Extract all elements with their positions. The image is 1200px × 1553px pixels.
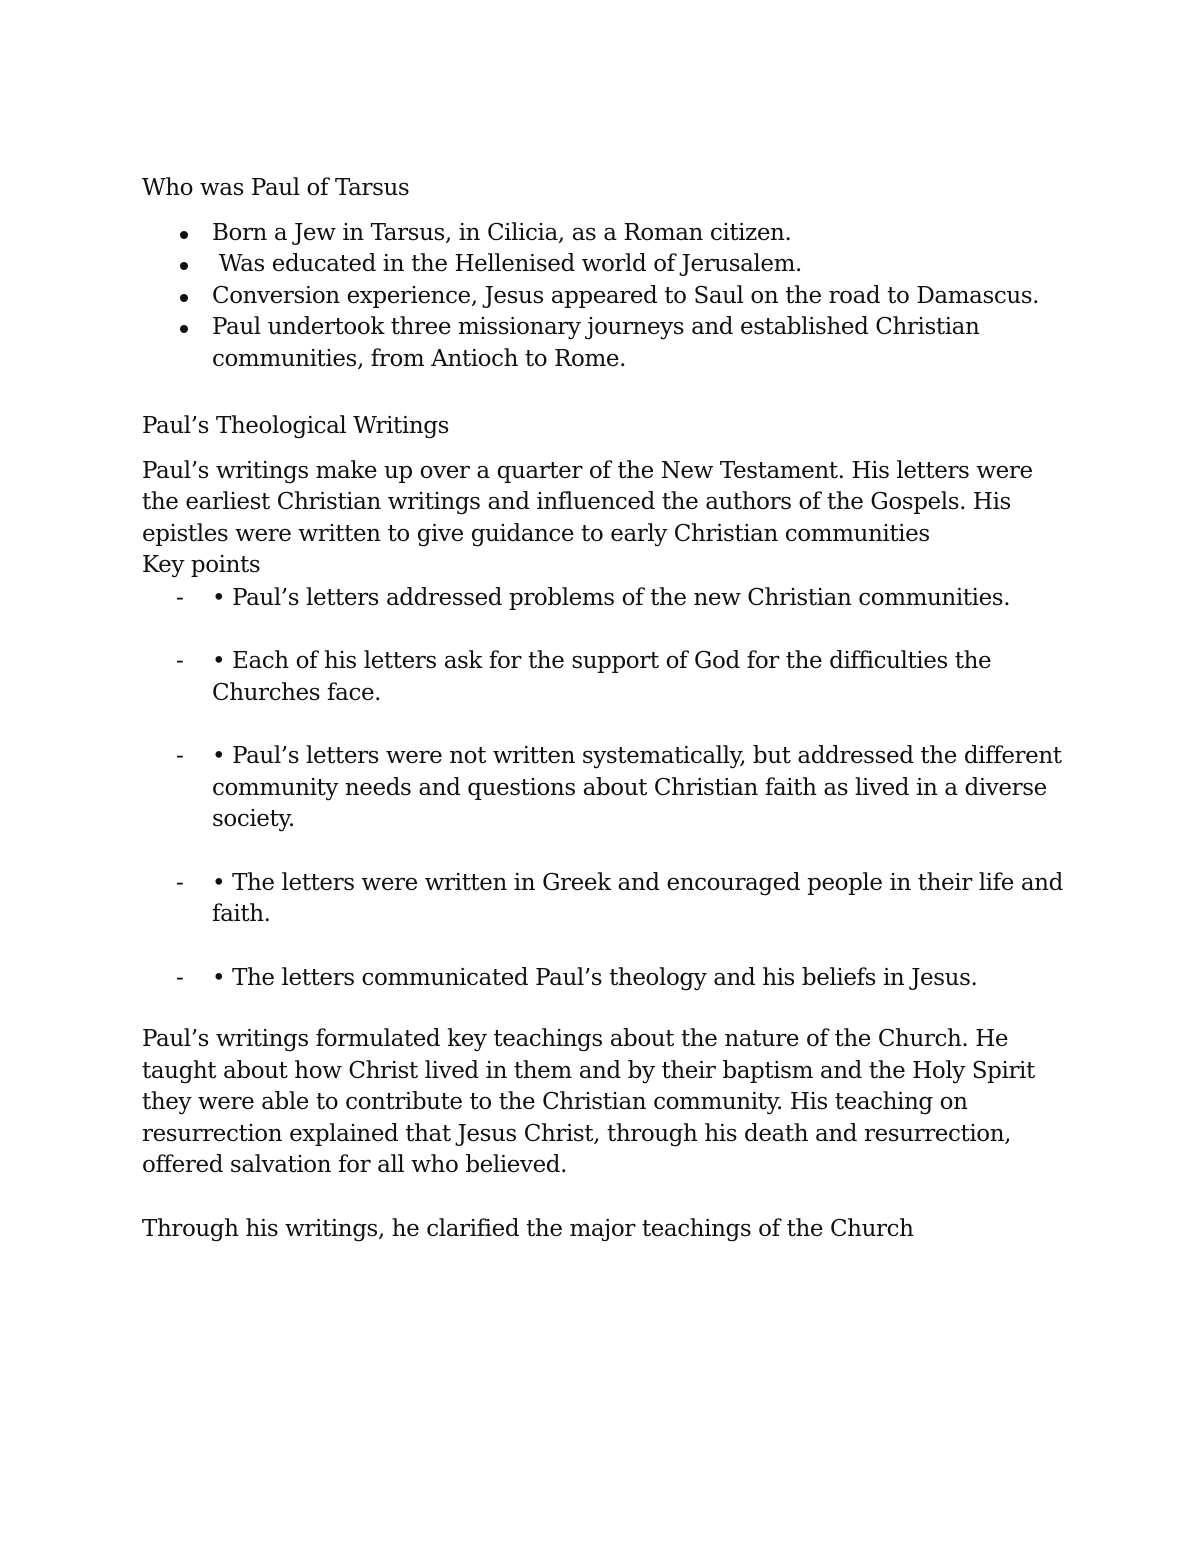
list-item [142, 218, 1072, 250]
spacer [142, 375, 1072, 411]
list-item-text: • Paul’s letters were not written systematically, but addressed the different community needs and questions about Christian faith as lived in a diverse society. [212, 743, 1062, 832]
document-page [142, 173, 1072, 1245]
spacer [142, 994, 1072, 1024]
list-item-text: • The letters were written in Greek and encouraged people in their life and faith. [212, 869, 1063, 927]
list-item [142, 646, 1072, 709]
biography-bullet-list [142, 218, 1072, 376]
teachings-paragraph: Paul’s writings formulated key teachings about the nature of the Church. He taught about how Christ lived in them and by their baptism and the Holy Spirit they were able to contribute to the Christian community. His teaching on resurrection explained that Jesus Christ, through his death and resurrection, offered salvation for all who believed. [142, 1026, 1035, 1178]
list-item [142, 312, 1072, 375]
bullet-dot-icon [180, 325, 188, 333]
closing-paragraph: Through his writings, he clarified the major teachings of the Church [142, 1215, 914, 1242]
dash-marker: - [176, 648, 184, 674]
list-item-text: • Paul’s letters addressed problems of the new Christian communities. [212, 584, 1011, 611]
key-points-label: Key points [142, 552, 261, 578]
list-item [142, 249, 1072, 281]
bullet-dot-icon [180, 262, 188, 270]
section-heading-who-was-paul: Who was Paul of Tarsus [142, 175, 410, 201]
list-item-text: Was educated in the Hellenised world of Jerusalem. [212, 251, 802, 277]
spacer [142, 1182, 1072, 1214]
list-item [142, 583, 1072, 615]
bullet-dot-icon [180, 294, 188, 302]
dash-marker: - [176, 964, 184, 991]
list-item-text: Conversion experience, Jesus appeared to Saul on the road to Damascus. [212, 282, 1040, 309]
section-heading-theological-writings: Paul’s Theological Writings [142, 413, 449, 439]
list-item-text: Paul undertook three missionary journeys and established Christian communities, from Antioch to Rome. [212, 314, 980, 372]
list-item [142, 281, 1072, 313]
intro-paragraph: Paul’s writings make up over a quarter of the New Testament. His letters were the earliest Christian writings and influenced the authors of the Gospels. His epistles were written to give guidance to early Christian communities [142, 457, 1033, 547]
bullet-dot-icon [180, 231, 188, 239]
list-item-text: Born a Jew in Tarsus, in Cilicia, as a Roman citizen. [212, 219, 792, 246]
list-item [142, 963, 1072, 995]
dash-marker: - [176, 584, 184, 611]
list-item [142, 868, 1072, 931]
dash-marker: - [176, 869, 184, 896]
list-item [142, 741, 1072, 836]
key-points-list [142, 583, 1072, 995]
list-item-text: • Each of his letters ask for the support of God for the difficulties the Churches face. [212, 648, 992, 706]
dash-marker: - [176, 743, 184, 769]
list-item-text: • The letters communicated Paul’s theology and his beliefs in Jesus. [212, 964, 978, 991]
